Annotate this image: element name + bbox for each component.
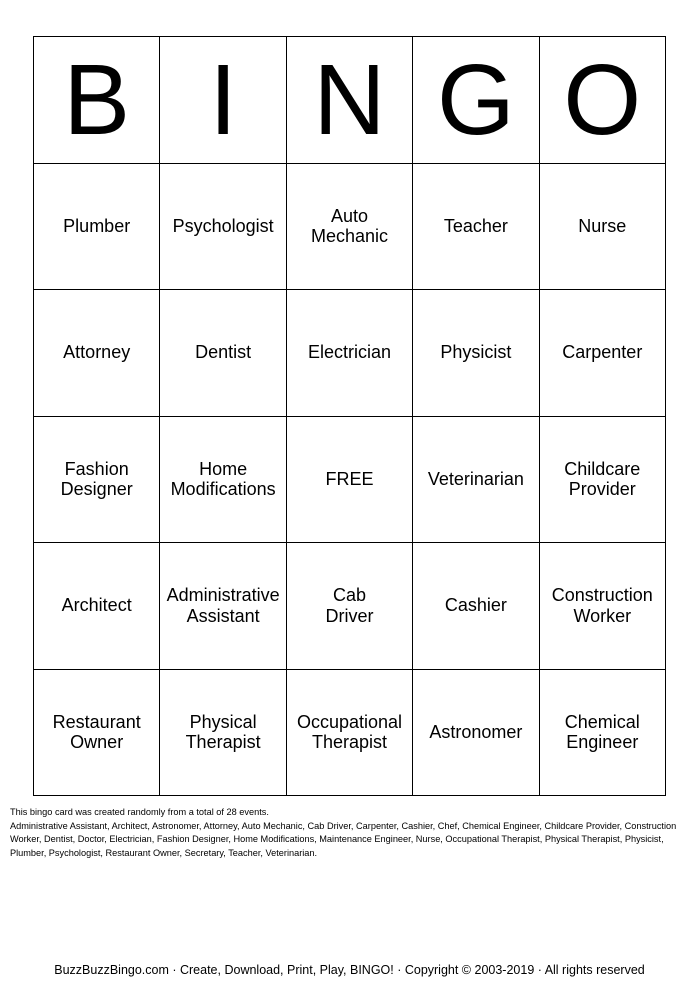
bingo-square: Teacher: [413, 164, 539, 291]
header-letter-n: N: [287, 37, 413, 164]
bingo-square: Veterinarian: [413, 417, 539, 544]
bingo-square: Cashier: [413, 543, 539, 670]
bingo-square: Restaurant Owner: [34, 670, 160, 797]
bingo-square: Childcare Provider: [540, 417, 666, 544]
note-intro: This bingo card was created randomly from a total of 28 events.: [10, 807, 269, 817]
page-footer: BuzzBuzzBingo.com · Create, Download, Print, Play, BINGO! · Copyright © 2003-2019 · All rights reserved: [54, 963, 645, 977]
bingo-square: Construction Worker: [540, 543, 666, 670]
bingo-square: Attorney: [34, 290, 160, 417]
bingo-square: Home Modifications: [160, 417, 286, 544]
free-square: FREE: [287, 417, 413, 544]
header-letter-g: G: [413, 37, 539, 164]
bingo-square: Occupational Therapist: [287, 670, 413, 797]
bingo-square: Psychologist: [160, 164, 286, 291]
bingo-card: [33, 36, 666, 796]
bingo-square: Cab Driver: [287, 543, 413, 670]
bingo-square: Fashion Designer: [34, 417, 160, 544]
bingo-square: Auto Mechanic: [287, 164, 413, 291]
header-letter-i: I: [160, 37, 286, 164]
bingo-square: Physicist: [413, 290, 539, 417]
bingo-square: Physical Therapist: [160, 670, 286, 797]
bingo-square: Administrative Assistant: [160, 543, 286, 670]
note-event-list: Administrative Assistant, Architect, Astronomer, Attorney, Auto Mechanic, Cab Driver, Carpenter, Cashier, Chef, Chemical Engineer, Childcare Provider, Construction Worker, Dentist, Doctor, Electrician, Fashion Designer, Home Modifications, Maintenance Engineer, Nurse, Occupational Therapist, Physical Therapist, Physicist, Plumber, Psychologist, Restaurant Owner, Secretary, Teacher, Veterinarian.: [10, 820, 677, 858]
header-letter-b: B: [34, 37, 160, 164]
bingo-square: Dentist: [160, 290, 286, 417]
bingo-square: Chemical Engineer: [540, 670, 666, 797]
card-note: [10, 806, 690, 860]
bingo-square: Plumber: [34, 164, 160, 291]
bingo-square: Astronomer: [413, 670, 539, 797]
bingo-square: Carpenter: [540, 290, 666, 417]
bingo-square: Electrician: [287, 290, 413, 417]
header-letter-o: O: [540, 37, 666, 164]
bingo-square: Nurse: [540, 164, 666, 291]
bingo-square: Architect: [34, 543, 160, 670]
